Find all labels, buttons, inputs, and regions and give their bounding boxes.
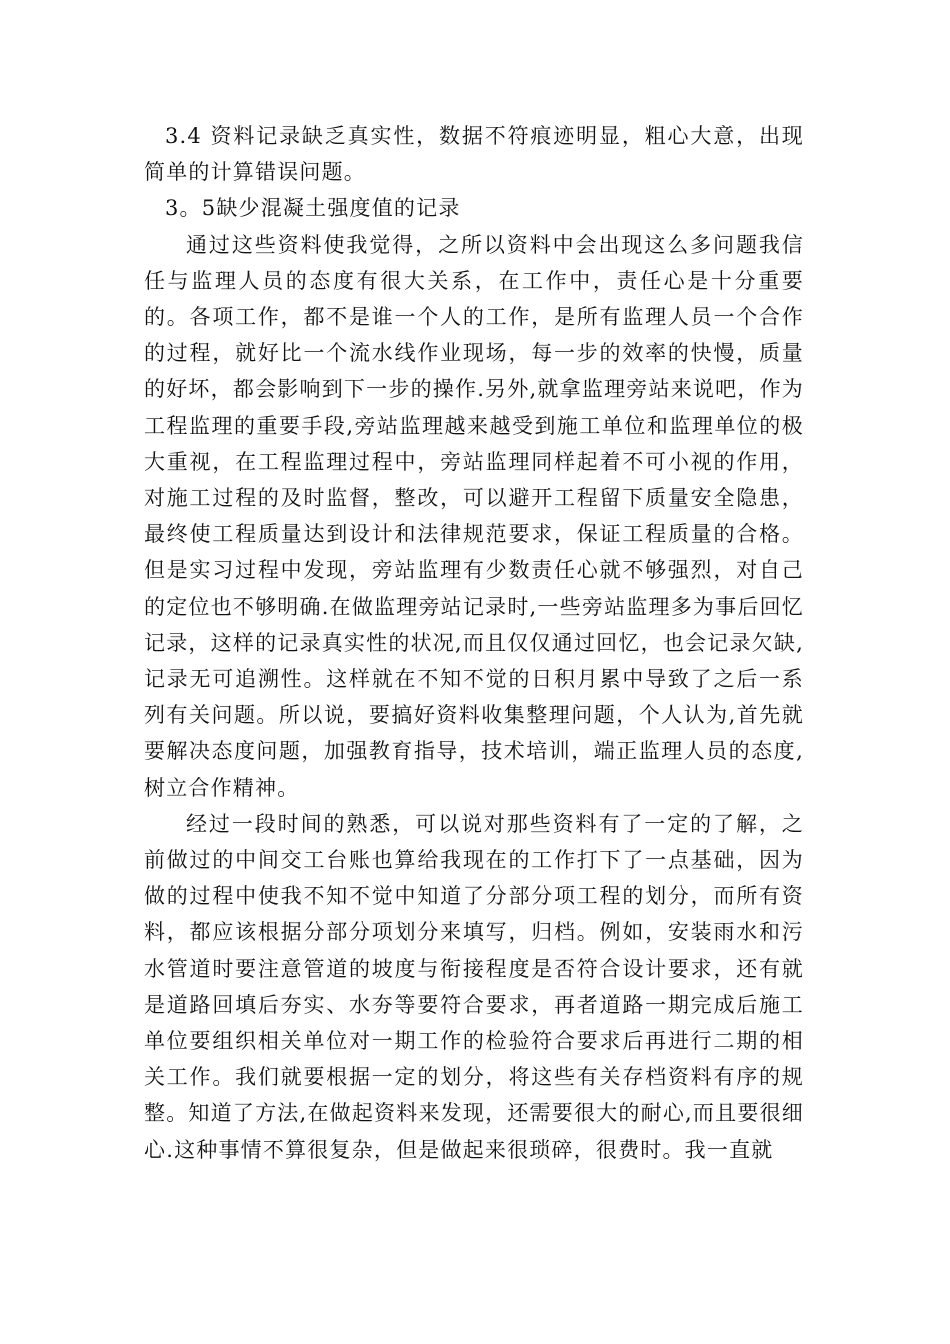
paragraph-attitude: 通过这些资料使我觉得，之所以资料中会出现这么多问题我信任与监理人员的态度有很大关系，在工作中，责任心是十分重要的。各项工作，都不是谁一个人的工作，是所有监理人员一个合作的过程，就好比一个流水线作业现场，每一步的效率的快慢，质量的好坏，都会影响到下一步的操作.另外,就拿监理旁站来说吧，作为工程监理的重要手段,旁站监理越来越受到施工单位和监理单位的极大重视，在工程监理过程中，旁站监理同样起着不可小视的作用，对施工过程的及时监督，整改，可以避开工程留下质量安全隐患，最终使工程质量达到设计和法律规范要求，保证工程质量的合格。但是实习过程中发现，旁站监理有少数责任心就不够强烈，对自己的定位也不够明确.在做监理旁站记录时,一些旁站监理多为事后回忆记录，这样的记录真实性的状况,而且仅仅通过回忆，也会记录欠缺,记录无可追溯性。这样就在不知不觉的日积月累中导致了之后一系列有关问题。所以说，要搞好资料收集整理问题，个人认为,首先就要解决态度问题，加强教育指导，技术培训，端正监理人员的态度,树立合作精神。 <box>144 232 804 800</box>
paragraph-3-5: 3。5缺少混凝土强度值的记录 <box>165 196 461 221</box>
paragraph-familiarization: 经过一段时间的熟悉，可以说对那些资料有了一定的了解，之前做过的中间交工台账也算给我现在的工作打下了一点基础，因为做的过程中使我不知不觉中知道了分部分项工程的划分，而所有资料，都应该根据分部分项划分来填写，归档。例如，安装雨水和污水管道时要注意管道的坡度与衔接程度是否符合设计要求，还有就是道路回填后夯实、水夯等要符合要求，再者道路一期完成后施工单位要组织相关单位对一期工作的检验符合要求后再进行二期的相关工作。我们就要根据一定的划分，将这些有关存档资料有序的规整。知道了方法,在做起资料来发现，还需要很大的耐心,而且要很细心.这种事情不算很复杂，但是做起来很琐碎，很费时。我一直就 <box>144 811 804 1162</box>
document-body <box>144 118 804 1168</box>
paragraph-3-4: 3.4 资料记录缺乏真实性，数据不符痕迹明显，粗心大意，出现简单的计算错误问题。 <box>144 124 804 185</box>
